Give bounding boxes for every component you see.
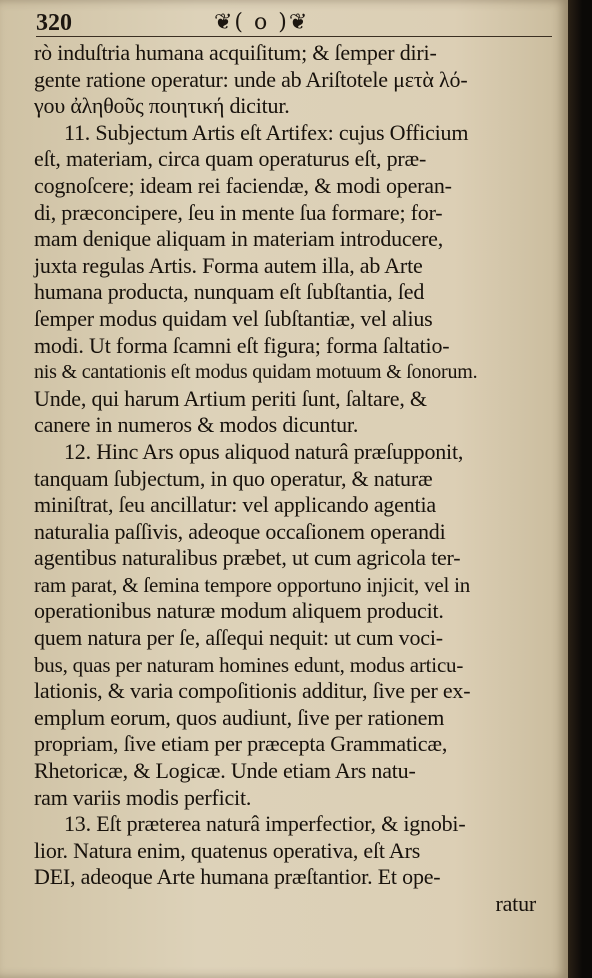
text-line: emplum eorum, quos audiunt, ſive per rationem <box>34 704 445 730</box>
text-line: modi. Ut forma ſcamni eſt figura; forma ſaltatio- <box>34 332 450 358</box>
text-line: γου ἀληθοῦς ποιητική dicitur. <box>34 93 290 119</box>
text-line: DEI, adeoque Arte humana præſtantior. Et ope- <box>34 864 441 890</box>
text-line: eſt, materiam, circa quam operaturus eſt, præ- <box>34 146 427 172</box>
header-ornament: ❦( o )❦ <box>214 10 310 35</box>
text-line: bus, quas per naturam homines edunt, modus articu- <box>34 652 464 677</box>
text-line: lior. Natura enim, quatenus operativa, eſt Ars <box>34 837 421 863</box>
text-line: agentibus naturalibus præbet, ut cum agricola ter- <box>34 545 461 571</box>
text-line: ram variis modis perficit. <box>34 784 252 810</box>
text-line: mam denique aliquam in materiam introducere, <box>34 226 444 252</box>
text-line: di, præconcipere, ſeu in mente ſua formare; for- <box>34 199 443 225</box>
paragraph-13-start: 13. Eſt præterea naturâ imperfectior, & ignobi- <box>64 811 466 837</box>
text-line: naturalia paſſivis, adeoque occaſionem operandi <box>34 518 446 544</box>
body-text <box>34 40 558 918</box>
text-line: miniſtrat, ſeu ancillatur: vel applicando agentia <box>34 492 436 518</box>
text-line: Rhetoricæ, & Logicæ. Unde etiam Ars natu- <box>34 758 416 784</box>
text-line: propriam, ſive etiam per præcepta Grammaticæ, <box>34 731 448 757</box>
text-line: quem natura per ſe, aſſequi nequit: ut cum voci- <box>34 625 443 651</box>
text-line: humana producta, nunquam eſt ſubſtantia, ſed <box>34 279 425 305</box>
text-line: lationis, & varia compoſitionis additur, ſive per ex- <box>34 678 471 704</box>
text-line: operationibus naturæ modum aliquem producit. <box>34 598 444 624</box>
book-edge-shadow <box>568 0 592 978</box>
text-line: ram parat, & ſemina tempore opportuno injicit, vel in <box>34 572 471 597</box>
text-line: gente ratione operatur: unde ab Ariſtotele μετὰ λό- <box>34 66 468 92</box>
text-line: canere in numeros & modos dicuntur. <box>34 412 359 438</box>
text-line: rò induſtria humana acquiſitum; & ſemper diri- <box>34 40 437 65</box>
paragraph-12-start: 12. Hinc Ars opus aliquod naturâ præſupponit, <box>64 438 464 464</box>
text-line: cognoſcere; ideam rei faciendæ, & modi operan- <box>34 172 452 198</box>
text-line: Unde, qui harum Artium periti ſunt, ſaltare, & <box>34 385 427 411</box>
catchword: ratur <box>495 891 536 916</box>
text-line: ſemper modus quidam vel ſubſtantiæ, vel alius <box>34 305 433 331</box>
page-number: 320 <box>36 10 72 36</box>
header-rule <box>36 36 552 37</box>
text-line: nis & cantationis eſt modus quidam motuum & ſonorum. <box>34 361 478 384</box>
paragraph-11-start: 11. Subjectum Artis eſt Artifex: cujus Officium <box>64 119 469 145</box>
text-line: juxta regulas Artis. Forma autem illa, ab Arte <box>34 252 423 278</box>
text-line: tanquam ſubjectum, in quo operatur, & naturæ <box>34 465 433 491</box>
